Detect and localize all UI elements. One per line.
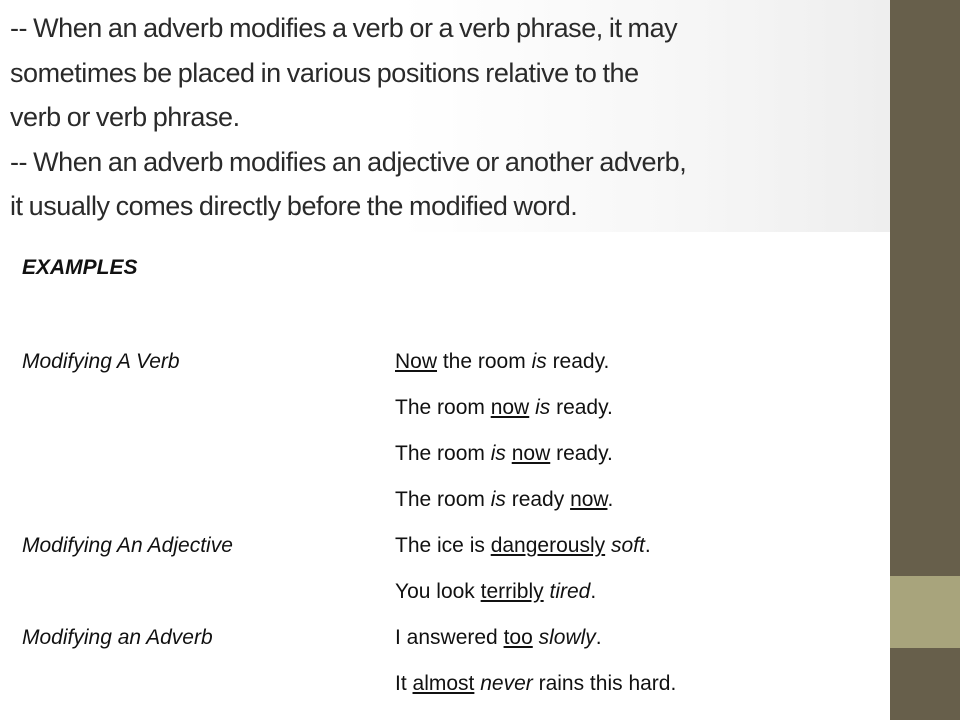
category-label-verb: Modifying A Verb xyxy=(22,350,180,373)
sentence-text: I answered xyxy=(395,626,504,649)
sentence-text: rains this hard. xyxy=(532,672,677,695)
title-line: sometimes be placed in various positions relative to the xyxy=(10,57,639,88)
title-line: it usually comes directly before the modified word. xyxy=(10,191,578,221)
sentence-text: ready. xyxy=(546,350,610,373)
adverb: now xyxy=(570,488,608,511)
sentence-text: You look xyxy=(395,580,481,603)
category-label-adjective: Modifying An Adjective xyxy=(22,534,233,557)
title-line: -- When an adverb modifies an adjective or another adverb, xyxy=(10,146,687,177)
example-row xyxy=(22,350,882,380)
adverb: terribly xyxy=(480,580,544,603)
sentence-text: . xyxy=(595,626,602,649)
example-row xyxy=(22,442,882,472)
sidebar-block-top xyxy=(890,0,960,576)
slide-title xyxy=(10,6,882,229)
modified-word: soft xyxy=(610,534,645,557)
examples-heading: EXAMPLES xyxy=(22,256,138,279)
modified-word: tired xyxy=(549,580,591,603)
adverb: almost xyxy=(412,672,475,695)
sidebar-block-bottom xyxy=(890,648,960,720)
modified-word: slowly xyxy=(538,626,596,649)
example-row xyxy=(22,534,882,564)
example-sentence xyxy=(395,488,613,512)
example-row xyxy=(22,396,882,426)
verb: is xyxy=(535,396,551,419)
sidebar-block-accent xyxy=(890,576,960,648)
verb: is xyxy=(490,488,506,511)
example-sentence xyxy=(395,580,596,604)
sentence-text: . xyxy=(644,534,651,557)
sentence-text: ready xyxy=(505,488,571,511)
example-row xyxy=(22,626,882,656)
sentence-text: The room xyxy=(395,442,491,465)
sentence-text: The room xyxy=(395,488,491,511)
title-line: verb or verb phrase. xyxy=(10,102,240,132)
modified-word: never xyxy=(480,672,533,695)
verb: is xyxy=(531,350,547,373)
title-line: -- When an adverb modifies a verb or a verb phrase, it may xyxy=(10,13,678,43)
verb: is xyxy=(490,442,506,465)
adverb: dangerously xyxy=(490,534,606,557)
example-row xyxy=(22,672,882,702)
sentence-text: ready. xyxy=(550,442,613,465)
sentence-text: The room xyxy=(395,396,491,419)
adverb: now xyxy=(511,442,551,465)
title-area xyxy=(0,0,890,232)
sentence-text: . xyxy=(590,580,597,603)
adverb: Now xyxy=(395,350,438,373)
example-sentence xyxy=(395,672,676,696)
example-sentence xyxy=(395,442,613,466)
example-sentence xyxy=(395,350,609,374)
example-sentence xyxy=(395,626,602,650)
sentence-text: the room xyxy=(437,350,532,373)
example-row xyxy=(22,488,882,518)
sentence-text: ready. xyxy=(550,396,613,419)
sentence-text: . xyxy=(607,488,614,511)
example-row xyxy=(22,580,882,610)
decorative-sidebar xyxy=(890,0,960,720)
adverb: now xyxy=(490,396,530,419)
example-sentence xyxy=(395,396,613,420)
example-sentence xyxy=(395,534,651,558)
category-label-adverb: Modifying an Adverb xyxy=(22,626,213,649)
sentence-text: The ice is xyxy=(395,534,491,557)
sentence-text: It xyxy=(395,672,413,695)
adverb: too xyxy=(503,626,533,649)
